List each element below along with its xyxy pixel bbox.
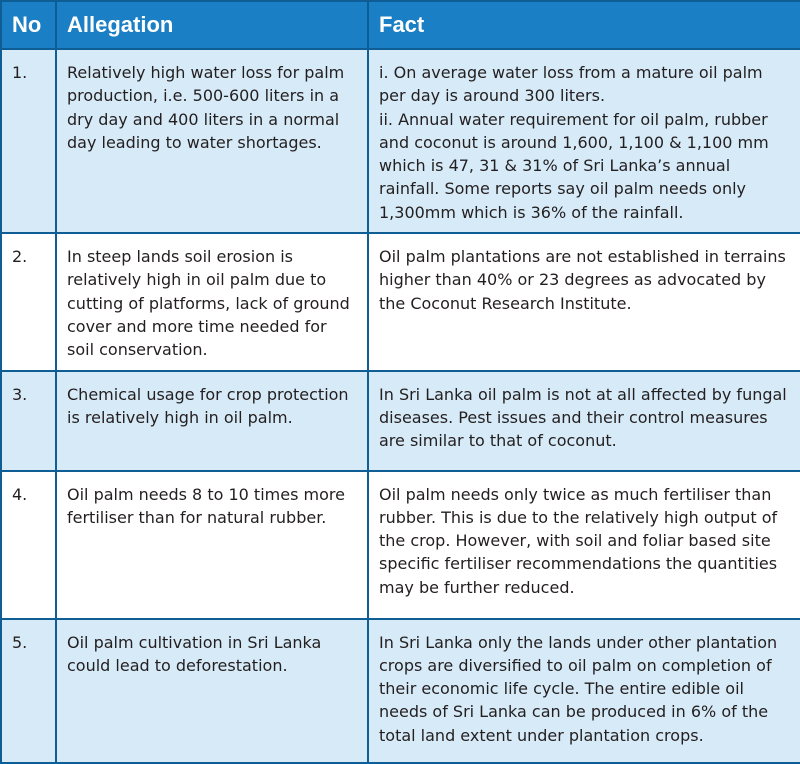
allegation-cell: In steep lands soil erosion is relatively high in oil palm due to cutting of platforms, lack of ground cover and more time needed for soil conservation. (56, 233, 368, 370)
fact-cell (368, 49, 800, 233)
table-row (1, 233, 800, 370)
header-fact: Fact (368, 1, 800, 49)
table-row (1, 619, 800, 763)
row-number: 2. (1, 233, 56, 370)
header-no: No (1, 1, 56, 49)
allegation-cell: Chemical usage for crop protection is relatively high in oil palm. (56, 371, 368, 471)
fact-cell (368, 233, 800, 370)
fact-line: Oil palm plantations are not established in terrains higher than 40% or 23 degrees as advocated by the Coconut Research Institute. (379, 247, 786, 313)
fact-line: ii. Annual water requirement for oil palm, rubber and coconut is around 1,600, 1,100 & 1,100 mm which is 47, 31 & 31% of Sri Lanka’s annual rainfall. Some reports say oil palm needs only 1,300mm which is 36% of the rainfall. (379, 109, 769, 222)
fact-cell (368, 619, 800, 763)
fact-cell (368, 371, 800, 471)
table-body (1, 49, 800, 763)
table-row (1, 49, 800, 233)
allegation-cell: Oil palm cultivation in Sri Lanka could lead to deforestation. (56, 619, 368, 763)
table-header (1, 1, 800, 49)
table-row (1, 371, 800, 471)
fact-line: In Sri Lanka oil palm is not at all affected by fungal diseases. Pest issues and their control measures are similar to that of coconut. (379, 384, 787, 451)
fact-line: i. On average water loss from a mature oil palm per day is around 300 liters. (379, 63, 763, 106)
fact-line: In Sri Lanka only the lands under other plantation crops are diversified to oil palm on completion of their economic life cycle. The entire edible oil needs of Sri Lanka can be produced in 6% of the total land extent under plantation crops. (379, 632, 778, 745)
row-number: 5. (1, 619, 56, 763)
row-number: 4. (1, 471, 56, 619)
row-number: 1. (1, 49, 56, 233)
header-row (1, 1, 800, 49)
header-allegation: Allegation (56, 1, 368, 49)
fact-line: Oil palm needs only twice as much fertiliser than rubber. This is due to the relatively high output of the crop. However, with soil and foliar based site specific fertiliser recommendations the quantities may be further reduced. (379, 484, 778, 597)
row-number: 3. (1, 371, 56, 471)
fact-cell (368, 471, 800, 619)
allegation-cell: Relatively high water loss for palm production, i.e. 500-600 liters in a dry day and 400 liters in a normal day leading to water shortages. (56, 49, 368, 233)
allegation-cell: Oil palm needs 8 to 10 times more fertiliser than for natural rubber. (56, 471, 368, 619)
table-row (1, 471, 800, 619)
